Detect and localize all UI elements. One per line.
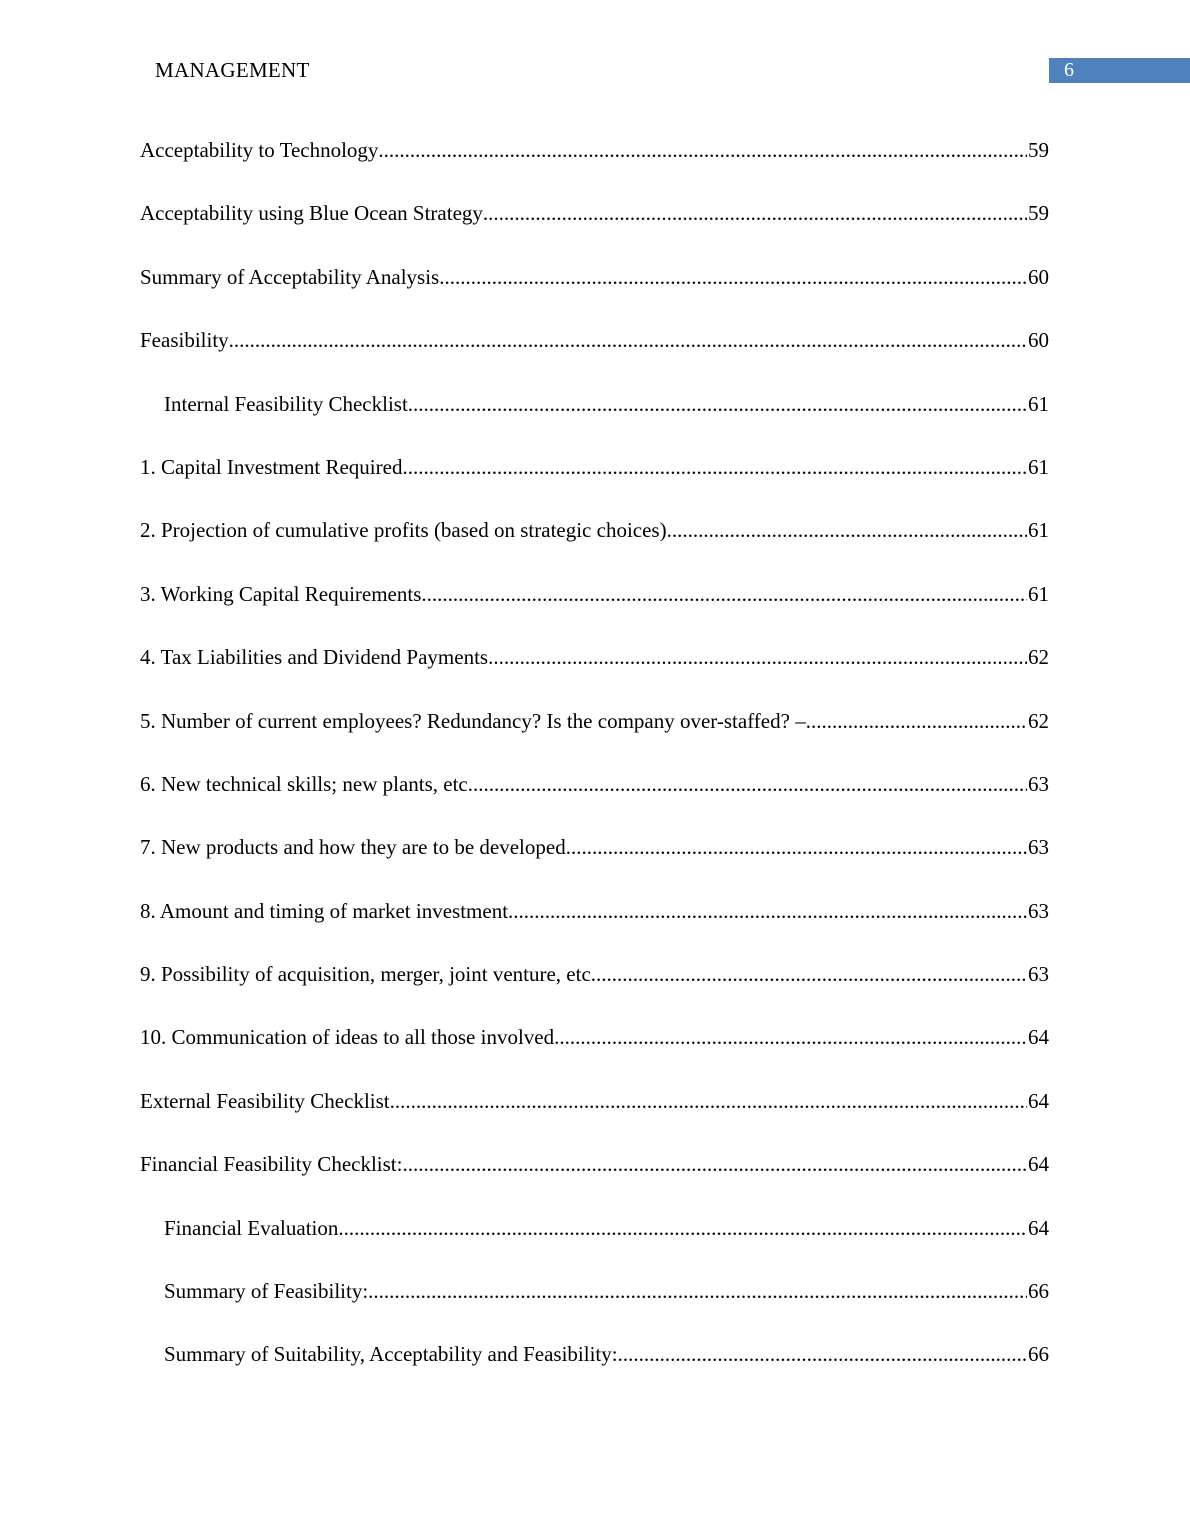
toc-entry-page: 64: [1028, 1088, 1049, 1113]
dot-leader: [483, 201, 1027, 226]
toc-entry[interactable]: [140, 392, 1049, 455]
dot-leader: [378, 138, 1027, 163]
toc-entry[interactable]: [140, 1279, 1049, 1342]
toc-entry-label: Financial Feasibility Checklist:: [140, 1152, 403, 1177]
dot-leader: [390, 1089, 1027, 1114]
table-of-contents: [140, 138, 1049, 1406]
toc-entry-page: 66: [1028, 1279, 1049, 1304]
toc-entry-page: 62: [1028, 645, 1049, 670]
toc-entry[interactable]: [140, 835, 1049, 898]
toc-entry-page: 64: [1028, 1215, 1049, 1240]
toc-entry-page: 62: [1028, 708, 1049, 733]
toc-entry-label: 2. Projection of cumulative profits (based on strategic choices): [140, 518, 667, 543]
dot-leader: [402, 455, 1027, 480]
toc-entry-page: 64: [1028, 1152, 1049, 1177]
toc-entry-label: Feasibility: [140, 328, 229, 353]
toc-entry-label: 8. Amount and timing of market investment: [140, 898, 509, 923]
toc-entry[interactable]: [140, 328, 1049, 391]
toc-entry[interactable]: [140, 1025, 1049, 1088]
toc-entry[interactable]: [140, 1216, 1049, 1279]
toc-entry-label: 10. Communication of ideas to all those involved: [140, 1025, 555, 1050]
dot-leader: [508, 899, 1027, 924]
toc-entry-page: 60: [1028, 264, 1049, 289]
toc-entry-label: 1. Capital Investment Required: [140, 454, 403, 479]
page-number: 6: [1064, 59, 1074, 81]
toc-entry-label: Summary of Acceptability Analysis: [140, 264, 440, 289]
toc-entry[interactable]: [140, 518, 1049, 581]
toc-entry[interactable]: [140, 455, 1049, 518]
toc-entry[interactable]: [140, 201, 1049, 264]
toc-entry-page: 60: [1028, 328, 1049, 353]
toc-entry-label: 9. Possibility of acquisition, merger, joint venture, etc: [140, 962, 591, 987]
toc-entry[interactable]: [140, 582, 1049, 645]
dot-leader: [368, 1279, 1027, 1304]
dot-leader: [554, 1025, 1027, 1050]
dot-leader: [806, 709, 1027, 734]
toc-entry[interactable]: [140, 962, 1049, 1025]
toc-entry[interactable]: [140, 138, 1049, 201]
toc-entry-label: 3. Working Capital Requirements: [140, 581, 422, 606]
toc-entry-label: Acceptability using Blue Ocean Strategy: [140, 201, 483, 226]
dot-leader: [667, 518, 1027, 543]
toc-entry[interactable]: [140, 1342, 1049, 1405]
dot-leader: [408, 392, 1027, 417]
toc-entry[interactable]: [140, 899, 1049, 962]
toc-entry-label: External Feasibility Checklist: [140, 1088, 390, 1113]
toc-entry[interactable]: [140, 772, 1049, 835]
toc-entry[interactable]: [140, 709, 1049, 772]
toc-entry-label: Summary of Suitability, Acceptability and Feasibility:: [164, 1342, 618, 1367]
dot-leader: [591, 962, 1027, 987]
dot-leader: [439, 265, 1027, 290]
toc-entry-page: 63: [1028, 835, 1049, 860]
toc-entry-page: 61: [1028, 454, 1049, 479]
toc-entry-page: 63: [1028, 962, 1049, 987]
toc-entry-page: 61: [1028, 518, 1049, 543]
dot-leader: [402, 1152, 1027, 1177]
toc-entry-page: 66: [1028, 1342, 1049, 1367]
running-header-title: MANAGEMENT: [155, 58, 310, 82]
dot-leader: [618, 1342, 1027, 1367]
toc-entry-label: Internal Feasibility Checklist: [164, 391, 408, 416]
dot-leader: [421, 582, 1027, 607]
toc-entry-label: 4. Tax Liabilities and Dividend Payments: [140, 645, 489, 670]
toc-entry[interactable]: [140, 1152, 1049, 1215]
toc-entry[interactable]: [140, 265, 1049, 328]
toc-entry-label: 7. New products and how they are to be developed: [140, 835, 566, 860]
toc-entry-page: 59: [1028, 138, 1049, 162]
toc-entry-page: 63: [1028, 771, 1049, 796]
dot-leader: [229, 328, 1027, 353]
toc-entry-label: Summary of Feasibility:: [164, 1279, 369, 1304]
toc-entry-label: Financial Evaluation: [164, 1215, 339, 1240]
toc-entry-label: 5. Number of current employees? Redundancy? Is the company over-staffed? –: [140, 708, 806, 733]
toc-entry-page: 61: [1028, 581, 1049, 606]
toc-entry-page: 61: [1028, 391, 1049, 416]
dot-leader: [468, 772, 1027, 797]
toc-entry[interactable]: [140, 1089, 1049, 1152]
page-number-box: [1049, 58, 1190, 83]
toc-entry-label: 6. New technical skills; new plants, etc: [140, 771, 468, 796]
dot-leader: [488, 645, 1027, 670]
toc-entry[interactable]: [140, 645, 1049, 708]
toc-entry-label: Acceptability to Technology: [140, 138, 379, 162]
toc-entry-page: 63: [1028, 898, 1049, 923]
toc-entry-page: 59: [1028, 201, 1049, 226]
dot-leader: [566, 835, 1027, 860]
dot-leader: [338, 1216, 1027, 1241]
toc-entry-page: 64: [1028, 1025, 1049, 1050]
